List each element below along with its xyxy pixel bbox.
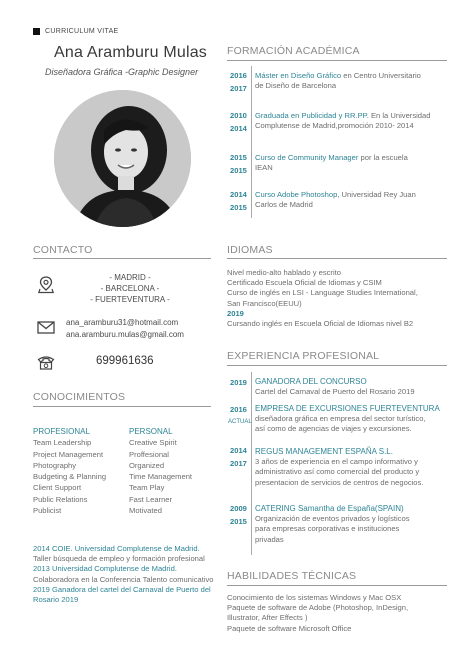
location-pin-icon — [38, 276, 54, 294]
job-subtitle: Diseñadora Gráfica -Graphic Designer — [45, 67, 199, 77]
languages-title: IDIOMAS — [227, 244, 273, 256]
skill-item: Client Support — [33, 483, 82, 493]
exp-year-end: ACTUAL — [228, 419, 252, 425]
professional-skills — [33, 426, 133, 516]
skill-item: Creative Spirit — [129, 438, 177, 448]
tech-title: HABILIDADES TÉCNICAS — [227, 570, 357, 582]
tech-skills — [227, 593, 452, 634]
cv-marker-square — [33, 28, 40, 35]
contact-title: CONTACTO — [33, 244, 93, 256]
languages-divider — [227, 258, 447, 259]
exp-year-end: 2017 — [230, 459, 247, 468]
award-desc: Taller búsqueda de empleo y formación profesional — [33, 554, 205, 564]
exp-item: EMPRESA DE EXCURSIONES FUERTEVENTURA diseñadora gráfica en empresa del sector turístico, así como de agencias de viajes y excursiones. — [255, 404, 440, 434]
edu-year-start: 2010 — [230, 111, 247, 120]
edu-year-end: 2015 — [230, 203, 247, 212]
edu-year-start: 2016 — [230, 71, 247, 80]
tech-item: Paquete de software Microsoft Office — [227, 623, 352, 633]
skill-item: Budgeting & Planning — [33, 472, 107, 482]
tech-divider — [227, 585, 447, 586]
languages-text: Nivel medio-alto hablado y escrito Certificado Escuela Oficial de Idiomas y CSIM Curso de inglés en LSI - Language Studies International, San Francisco(EEUU) 2019 Cursando inglés en Escuela Oficial de Idiomas nivel B2 — [227, 268, 452, 329]
skill-item: Time Management — [129, 472, 193, 482]
telephone-icon — [37, 355, 55, 370]
portrait-illustration — [54, 90, 191, 227]
skills-divider — [33, 406, 211, 407]
skill-item: Public Relations — [33, 494, 88, 504]
edu-year-end: 2017 — [230, 84, 247, 93]
exp-item: CATERING Samantha de España(SPAIN) Organización de eventos privados y logísticos para empresas corporativas e instituciones privadas — [255, 504, 410, 544]
skills-title: CONOCIMIENTOS — [33, 391, 126, 403]
contact-divider — [33, 258, 211, 259]
edu-item: Graduada en Publicidad y RR.PP. En la Universidad Complutense de Madrid,promoción 2010- 2014 — [255, 111, 431, 131]
exp-year-start: 2009 — [230, 504, 247, 513]
contact-cities — [70, 272, 190, 305]
education-divider — [227, 60, 447, 61]
professional-skills-title: PROFESIONAL — [33, 427, 90, 436]
city-item: - FUERTEVENTURA - — [90, 295, 170, 304]
contact-emails — [66, 317, 184, 341]
education-timeline — [251, 66, 252, 218]
skill-item: Motivated — [129, 506, 162, 516]
envelope-icon — [37, 321, 55, 334]
language-year: 2019 — [227, 308, 244, 318]
skill-item: Publicist — [33, 506, 62, 516]
exp-year-start: 2016 — [230, 405, 247, 414]
award-title: 2013 Universidad Complutense de Madrid. — [33, 564, 177, 574]
edu-year-end: 2015 — [230, 166, 247, 175]
email-link[interactable]: ana_aramburu31@hotmail.com — [66, 318, 179, 327]
award-title: 2014 COIE. Universidad Complutense de Madrid. — [33, 544, 200, 553]
cv-label: CURRICULUM VITAE — [45, 28, 119, 35]
page-title: Ana Aramburu Mulas — [54, 44, 208, 61]
skill-item: Fast Learner — [129, 494, 173, 504]
email-link[interactable]: ana.aramburu.mulas@gmail.com — [66, 330, 184, 339]
edu-item: Curso de Community Manager por la escuela IEAN — [255, 153, 408, 173]
award-title: 2019 Ganadora del cartel del Carnaval de Puerto del Rosario 2019 — [33, 584, 211, 605]
skill-item: Organized — [129, 460, 165, 470]
edu-item: Máster en Diseño Gráfico en Centro Universitario de Diseño de Barcelona — [255, 71, 421, 91]
exp-year-end: 2015 — [230, 517, 247, 526]
exp-year-start: 2014 — [230, 446, 247, 455]
edu-item: Curso Adobe Photoshop, Universidad Rey Juan Carlos de Madrid — [255, 190, 416, 210]
skill-item: Project Management — [33, 449, 104, 459]
city-item: - BARCELONA - — [100, 284, 160, 293]
award-desc: Colaboradora en la Conferencia Talento comunicativo — [33, 574, 214, 584]
edu-year-start: 2014 — [230, 190, 247, 199]
education-title: FORMACIÓN ACADÉMICA — [227, 45, 360, 57]
edu-year-start: 2015 — [230, 153, 247, 162]
tech-item: Conocimiento de los sistemas Windows y Mac OSX — [227, 593, 402, 602]
tech-item: Paquete de software de Adobe (Photoshop, InDesign, — [227, 603, 409, 613]
skill-item: Team Play — [129, 483, 165, 493]
awards-list — [33, 544, 218, 605]
personal-skills — [129, 426, 219, 516]
edu-year-end: 2014 — [230, 124, 247, 133]
city-item: - MADRID - — [109, 273, 151, 282]
exp-item: REGUS MANAGEMENT ESPAÑA S.L. 3 años de experiencia en el campo informativo y administrativo así como comercial del producto y presentacion de servicios de centros de negocios. — [255, 447, 424, 487]
profile-photo — [54, 90, 191, 227]
experience-divider — [227, 365, 447, 366]
experience-title: EXPERIENCIA PROFESIONAL — [227, 350, 380, 362]
phone-number[interactable]: 699961636 — [96, 355, 154, 367]
skill-item: Proffesional — [129, 449, 169, 459]
exp-item: GANADORA DEL CONCURSO Cartel del Carnaval de Puerto del Rosario 2019 — [255, 377, 415, 397]
skill-item: Photography — [33, 460, 77, 470]
skill-item: Team Leadership — [33, 438, 92, 448]
experience-timeline — [251, 372, 252, 555]
tech-item: Illustrator, After Effects ) — [227, 613, 308, 623]
exp-year-start: 2019 — [230, 378, 247, 387]
personal-skills-title: PERSONAL — [129, 427, 173, 436]
